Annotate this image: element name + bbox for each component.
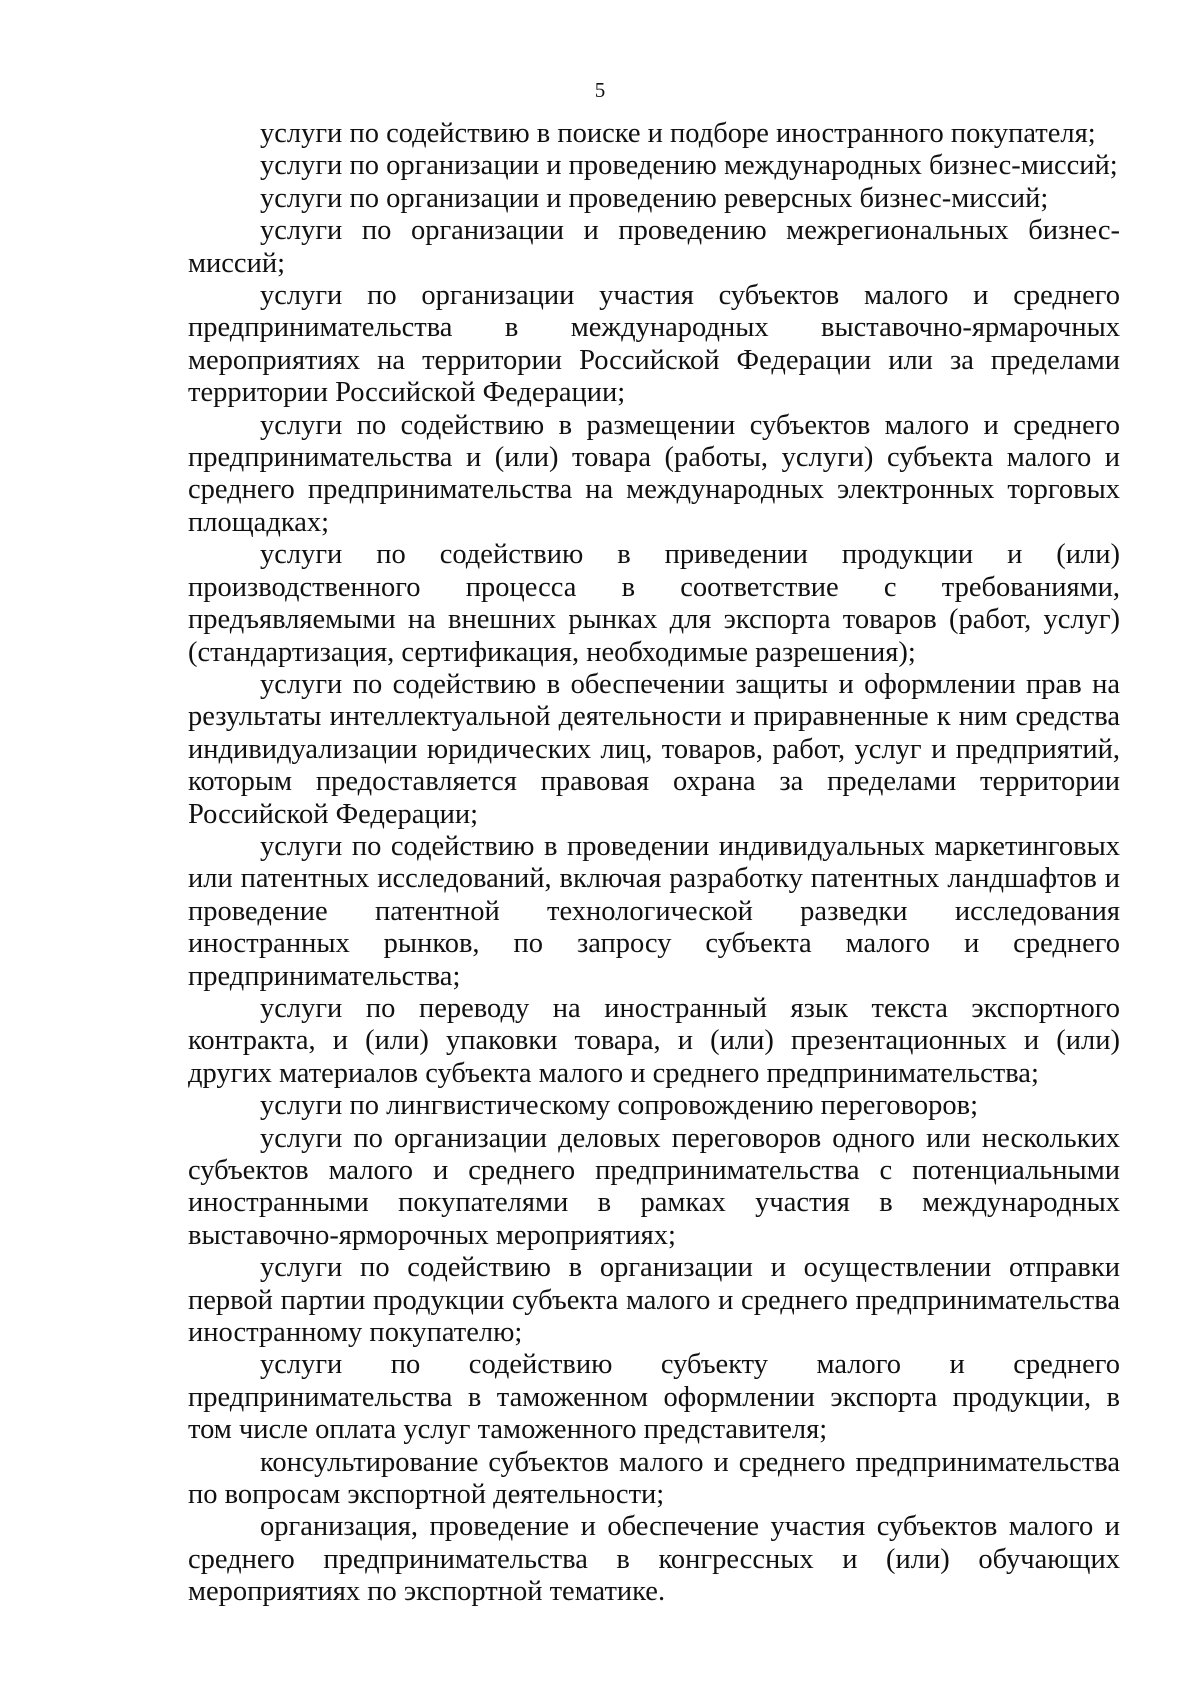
paragraph: организация, проведение и обеспечение участия субъектов малого и среднего предпринимательства в конгрессных и (или) обучающих мероприятиях по экспортной тематике. [188,1511,1120,1608]
paragraph: услуги по содействию в обеспечении защиты и оформлении прав на результаты интеллектуальной деятельности и приравненные к ним средства индивидуализации юридических лиц, товаров, работ, услуг и предприятий, которым предоставляется правовая охрана за пределами территории Российской Федерации; [188,668,1120,830]
document-body [188,118,1120,1609]
paragraph: услуги по переводу на иностранный язык текста экспортного контракта, и (или) упаковки товара, и (или) презентационных и (или) других материалов субъекта малого и среднего предпринимательства; [188,992,1120,1089]
paragraph: услуги по содействию в приведении продукции и (или) производственного процесса в соответствие с требованиями, предъявляемыми на внешних рынках для экспорта товаров (работ, услуг) (стандартизация, сертификация, необходимые разрешения); [188,539,1120,668]
page-number: 5 [594,78,606,102]
paragraph: услуги по содействию в проведении индивидуальных маркетинговых или патентных исследований, включая разработку патентных ландшафтов и проведение патентной технологической разведки исследования иностранных рынков, по запросу субъекта малого и среднего предпринимательства; [188,830,1120,992]
paragraph: услуги по организации и проведению международных бизнес-миссий; [260,150,1118,182]
paragraph: услуги по организации и проведению реверсных бизнес-миссий; [260,182,1049,214]
paragraph: услуги по организации и проведению межрегиональных бизнес-миссий; [188,215,1120,279]
paragraph: консультирование субъектов малого и среднего предпринимательства по вопросам экспортной деятельности; [188,1446,1120,1511]
paragraph: услуги по содействию в поиске и подборе иностранного покупателя; [260,118,1096,149]
paragraph: услуги по содействию в размещении субъектов малого и среднего предпринимательства и (или) товара (работы, услуги) субъекта малого и среднего предпринимательства на международных электронных торговых площадках; [188,409,1120,538]
paragraph: услуги по организации участия субъектов малого и среднего предпринимательства в международных выставочно-ярмарочных мероприятиях на территории Российской Федерации или за пределами территории Российской Федерации; [188,280,1120,409]
paragraph: услуги по содействию субъекту малого и среднего предпринимательства в таможенном оформлении экспорта продукции, в том числе оплата услуг таможенного представителя; [188,1349,1120,1446]
paragraph: услуги по содействию в организации и осуществлении отправки первой партии продукции субъекта малого и среднего предпринимательства иностранному покупателю; [188,1252,1120,1349]
paragraph: услуги по организации деловых переговоров одного или нескольких субъектов малого и среднего предпринимательства с потенциальными иностранными покупателями в рамках участия в международных выставочно-ярморочных мероприятиях; [188,1122,1120,1251]
paragraph: услуги по лингвистическому сопровождению переговоров; [260,1090,979,1122]
